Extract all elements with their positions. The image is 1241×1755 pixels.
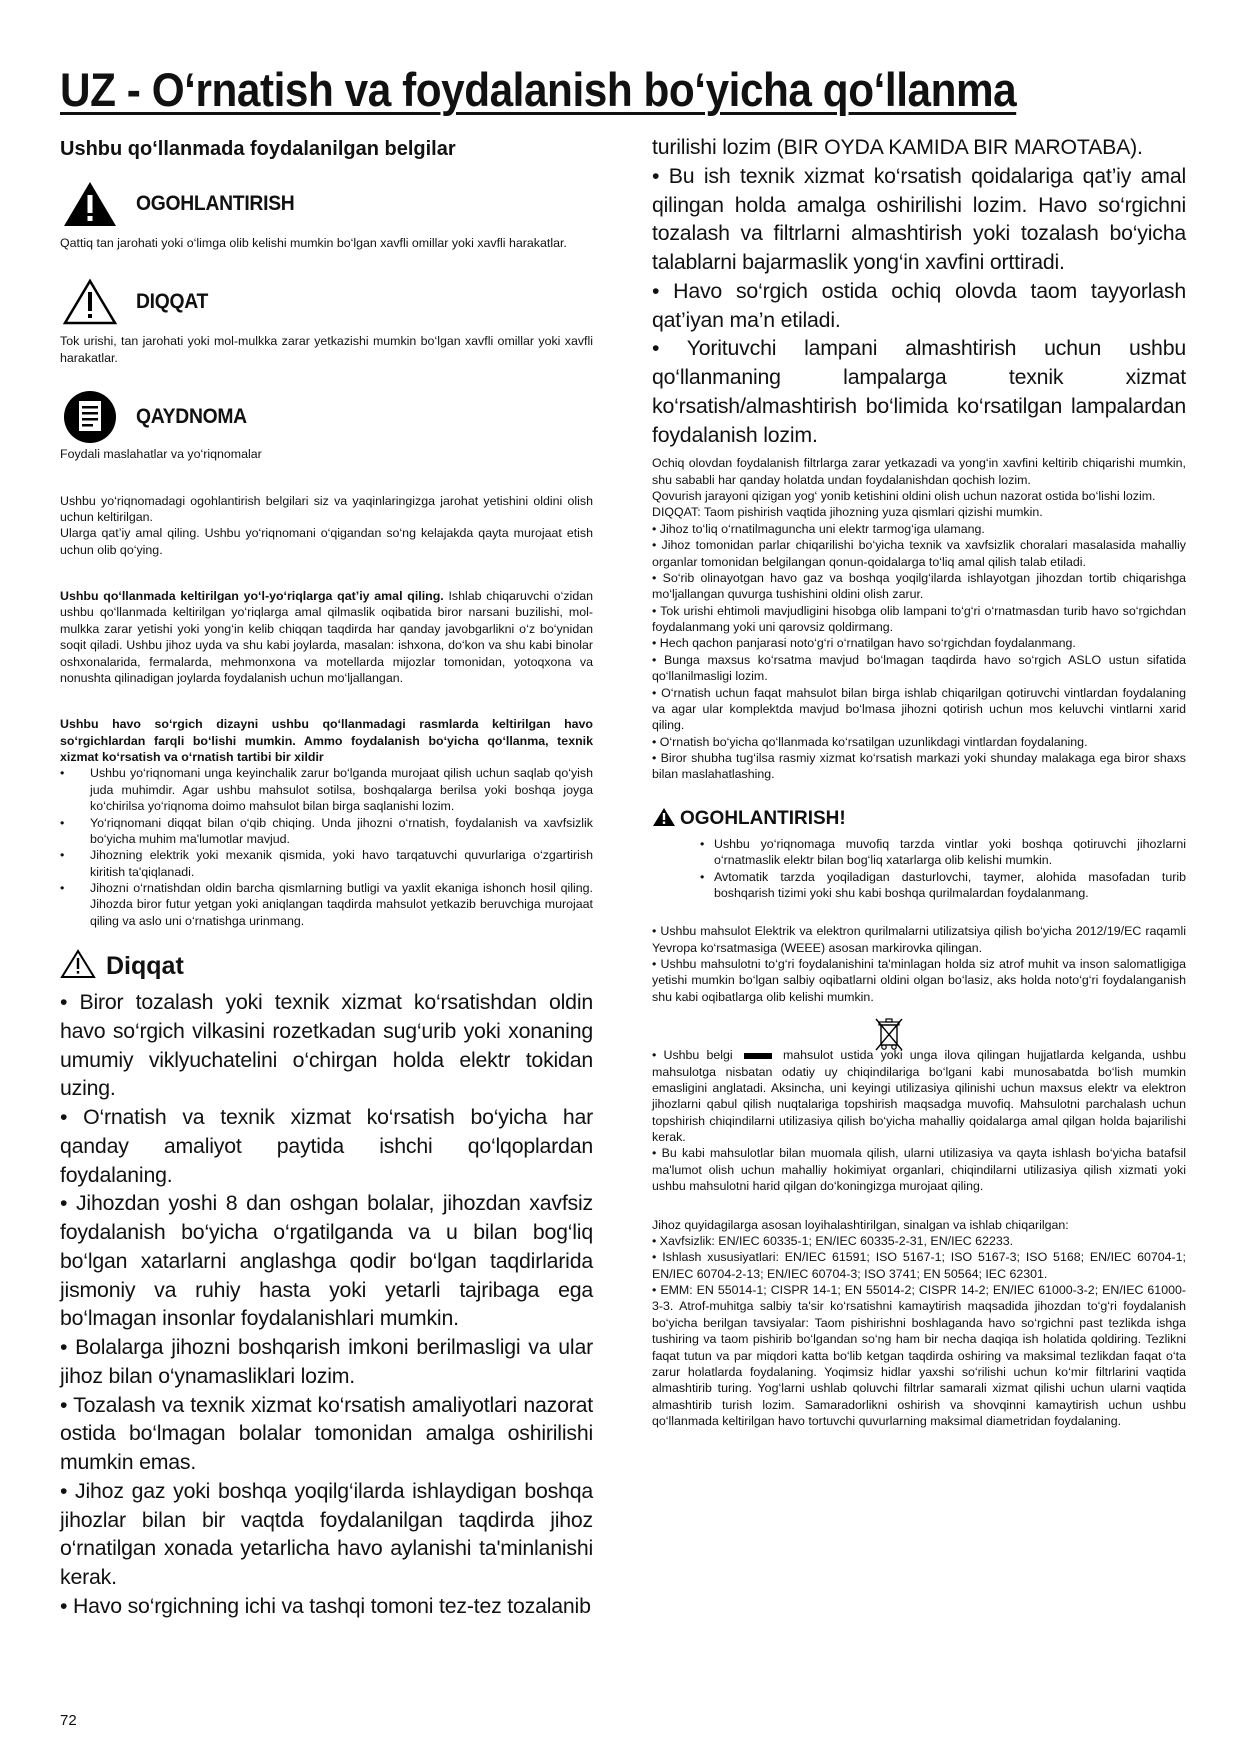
- left-bullet-list: [60, 765, 593, 929]
- symbol-note-paragraph: [652, 1047, 1186, 1145]
- warning-label: OGOHLANTIRISH: [136, 192, 295, 215]
- weee-paragraph: • Ushbu mahsulot Elektrik va elektron qurilmalarni utilizatsiya qilish bo‘yicha 2012/19/EC raqamli Yevropa ko‘rsatmasiga (WEEE) asosan markirovka qilingan.: [652, 924, 1186, 955]
- strict-bold: Ushbu qo‘llanmada keltirilgan yo‘l-yo‘riqlarga qat’iy amal qiling.: [60, 589, 444, 603]
- weee-paragraph: • Ushbu mahsulotni to‘g‘ri foydalanishini ta'minlagan holda siz atrof muhit va inson salomatligiga yetishi mumkin bo‘lgan salbiy oqibatlarni oldini olgan bo‘lasiz, aks holda noto‘g‘ri foydalanganish shu kabi oqibatlarga olib kelishi mumkin.: [652, 957, 1186, 1004]
- diqqat-paragraph: • Jihozdan yoshi 8 dan oshgan bolalar, jihozdan xavfsiz foydalanish bo‘yicha o‘rgatilganda va u bilan bog‘liq bo‘lgan xatarlarni anglashga qodir bo‘lgan taqdirlarida jismoniy va ruhiy hasta yoki yetarli tajribaga ega bo‘lmagan insonlar foydalanishlari mumkin.: [60, 1191, 593, 1331]
- warning-triangle-icon: [60, 179, 120, 229]
- black-bar-icon: [744, 1053, 772, 1059]
- list-item: • Jihozni o‘rnatishdan oldin barcha qismlarning butligi va yaxlit ekaniga ishonch hosil qiling. Jihozda biror futur yetgan yoki aniqlangan taqdirda mahsulot yetkazib beruvchiga murojaat qiling va aslo uni o‘rnatishga urinmang.: [90, 880, 593, 929]
- list-item: • Yo‘riqnomani diqqat bilan o‘qib chiqing. Unda jihozni o‘rnatish, foydalanish va xavfsizlik bo‘yicha muhim ma'lumotlar mavjud.: [90, 815, 593, 848]
- caution-label: DIQQAT: [136, 290, 209, 314]
- right-small-paragraph: Qovurish jarayoni qizigan yog‘ yonib ketishini oldini olish uchun nazorat ostida bo‘lishi lozim.: [652, 489, 1156, 503]
- recycle-paragraph: • Bu kabi mahsulotlar bilan muomala qilish, ularni utilizasiya va qayta ishlash bo‘yicha batafsil ma'lumot olish uchun mahalliy hokimiyat organlari, chiqindilarni utilizasiya qilish xizmati yoki ushbu mahsulotni harid qilgan do‘koningizga murojaat qiling.: [652, 1146, 1186, 1194]
- standards-paragraph: • EMM: EN 55014-1; CISPR 14-1; EN 55014-2; CISPR 14-2; EN/IEC 61000-3-2; EN/IEC 61000-3-3. Atrof-muhitga salbiy ta'sir ko‘rsatishni kamaytirish maqsadida jihozdan to‘g‘ri foydalanish bo‘yicha berilgan tavsiyalar: Taom pishirishni boshlaganda havo so‘rgichni past tezlikda ishga tushiring va taom pishirib bo‘lgandan so‘ng ham bir necha daqiqa ish holatida qoldiring. Tezlikni faqat tutun va par miqdori katta bo‘lib ketgan taqdirda oshiring va maksimal tezlikdan faqat o‘ta zarur holatlarda foydalaning. Yoqimsiz hidlar yaxshi so‘rilishi uchun ko‘mir filtrlarini vaqtida almashtirib turing. Yog‘larni ushlab qoluvchi filtrlar samarali xizmat qilishi uchun ularni vaqtida almashtirib turish lozim. Samaradorlikni oshirish va shovqinni kamaytirish uchun ushbu qo‘llanmada keltirilgan havo tortuvchi quvurlarning maksimal diametridan foydalaning.: [652, 1283, 1186, 1428]
- note-symbol-row: [60, 392, 593, 442]
- list-item: • Avtomatik tarzda yoqiladigan dasturlovchi, taymer, alohida masofadan turib boshqarish tizimi yoki shu kabi boshqa qurilmalardan foydalanmang.: [714, 869, 1186, 902]
- strict-text: Ishlab chiqaruvchi o‘zidan ushbu qo‘llanmada keltirilgan yo‘riqlarga amal qilmaslik oqibatida biror narsani buzilishi, mol-mulkka zarar yetishi yoki yong‘in kelib chiqqan taqdirda har qanday javobgarlikni o‘z bo‘ynidan soqit qiladi. Ushbu jihoz uyda va shu kabi joylarda, masalan: ishxona, do‘kon va shu kabi binolar oshxonalarida, fermalarda, mehmonxona va motellarda mijozlar tomonidan, yotoqxona va nonushta qilinadigan joylarda foydalanish uchun mo‘ljallangan.: [60, 589, 593, 685]
- right-small-paragraph: • Jihoz to‘liq o‘rnatilmaguncha uni elektr tarmog‘iga ulamang.: [652, 521, 985, 536]
- caution-text: Tok urishi, tan jarohati yoki mol-mulkka zarar yetkazishi mumkin bo‘lgan xavfli omillar yoki xavfli harakatlar.: [60, 334, 593, 365]
- right-big-paragraph: • Bu ish texnik xizmat ko‘rsatish qoidalariga qat’iy amal qilingan holda amalga oshirilishi lozim. Havo so‘rgichni tozalash va filtrlarni almashtirish yoki tozalash bo‘yicha talablarni bajarmaslik yong‘in xavfini orttiradi.: [652, 163, 1186, 274]
- diqqat-paragraph: • Bolalarga jihozni boshqarish imkoni berilmasligi va ular jihoz bilan o‘ynamasliklari lozim.: [60, 1335, 593, 1388]
- warning-symbol-row: [60, 179, 593, 229]
- caution-symbol-row: [60, 277, 593, 327]
- diqqat-paragraph: • O‘rnatish va texnik xizmat ko‘rsatish bo‘yicha har qanday amaliyot paytida ishchi qo‘lqoplardan foydalaning.: [60, 1105, 593, 1187]
- left-column: [60, 138, 593, 1621]
- note-document-icon: [60, 392, 120, 442]
- right-column: [652, 133, 1186, 1429]
- right-small-paragraph: • Biror shubha tug‘ilsa rasmiy xizmat ko‘rsatish markazi yoki shunday malakaga ega biror shaxs bilan maslahatlashing.: [652, 751, 1186, 782]
- page-number: 72: [60, 1712, 77, 1729]
- right-small-paragraph: Ochiq olovdan foydalanish filtrlarga zarar yetkazadi va yong‘in xavfini keltirib chiqarishi mumkin, shu sababli har qanday holatda undan foydalanishdan qochish lozim.: [652, 456, 1186, 487]
- symbols-heading: Ushbu qo‘llanmada foydalanilgan belgilar: [60, 138, 456, 160]
- diqqat-label: Diqqat: [106, 952, 184, 981]
- symbol-note-post: mahsulot ustida yoki unga ilova qilingan hujjatlarda kelganda, ushbu mahsulotga nisbatan odatiy uy chiqindilariga bo‘lgani kabi munosabatda bo‘lish mumkin emasligini anglatadi. Aksincha, uni keyingi utilizasiya qilinishi uchun maxsus elektr va elektron jihozlarni qabul qilish nuqtalariga topshirish maqsadga muvofiq. Mahsulotni parchalash uchun topshirish chiqindilarni utilizasiya qilish bo‘yicha mahalliy qoidalarga amal qilgan holda bajarilishi kerak.: [652, 1048, 1186, 1144]
- right-small-paragraph: DIQQAT: Taom pishirish vaqtida jihozning yuza qismlari qizishi mumkin.: [652, 505, 1043, 520]
- diqqat-paragraph: • Biror tozalash yoki texnik xizmat ko‘rsatishdan oldin havo so‘rgich vilkasini rozetkadan sug‘urib yoki xonaning umumiy viklyuchatelini o‘chirgan holda elektr tokidan uzing.: [60, 990, 593, 1101]
- right-small-paragraph: • Bunga maxsus ko‘rsatma mavjud bo‘lmagan taqdirda havo so‘rgich ASLO ustun sifatida qo‘llanilmasligi lozim.: [652, 652, 1186, 684]
- right-big-paragraph: turilishi lozim (BIR OYDA KAMIDA BIR MAROTABA).: [652, 135, 1143, 159]
- right-big-paragraph: • Yorituvchi lampani almashtirish uchun ushbu qo‘llanmaning lampalarga texnik xizmat ko‘rsatish/almashtirish bo‘limida ko‘rsatilgan lampalardan foydalanish lozim.: [652, 336, 1186, 447]
- right-small-paragraph: • O‘rnatish uchun faqat mahsulot bilan birga ishlab chiqarilgan qotiruvchi vintlardan foydalaning va agar ular komplektda mavjud bo‘lmasa jihozni qotirish uchun mos keluvchi vintlarni xarid qiling.: [652, 685, 1186, 733]
- list-item: • Jihozning elektrik yoki mexanik qismida, yoki havo tarqatuvchi quvurlariga o‘zgartirish kiritish ta'qiqlanadi.: [90, 847, 593, 880]
- right-small-paragraph: • Hech qachon panjarasi noto‘g‘ri o‘rnatilgan havo so‘rgichdan foydalanmang.: [652, 636, 1076, 651]
- right-big-paragraph: • Havo so‘rgich ostida ochiq olovda taom tayyorlash qat’iyan ma’n etiladi.: [652, 278, 1186, 332]
- symbol-note-pre: • Ushbu belgi: [652, 1048, 733, 1063]
- warning-text: Qattiq tan jarohati yoki o‘limga olib kelishi mumkin bo‘lgan xavfli omillar yoki xavfli harakatlar.: [60, 236, 567, 250]
- right-small-paragraph: • O‘rnatish bo‘yicha qo‘llanmada ko‘rsatilgan uzunlikdagi vintlardan foydalaning.: [652, 734, 1088, 749]
- strict-paragraph: [60, 588, 593, 686]
- list-item: • Ushbu yo‘riqnomaga muvofiq tarzda vintlar yoki boshqa qotiruvchi jihozlarni o‘rnatmaslik elektr bilan bog‘liq xatarlarga olib kelishi mumkin.: [714, 836, 1186, 869]
- caution-triangle-icon: [60, 949, 96, 984]
- standards-paragraph: Jihoz quyidagilarga asosan loyihalashtirilgan, sinalgan va ishlab chiqarilgan:: [652, 1217, 1069, 1232]
- right-small-paragraph: • So‘rib olinayotgan havo gaz va boshqa yoqilg‘ilarda ishlayotgan jihozdan tortib chiqarishga mo‘ljallangan quvurga tushishini oldini olish zarur.: [652, 570, 1186, 602]
- list-item: • Ushbu yo‘riqnomani unga keyinchalik zarur bo‘lganda murojaat qilish uchun saqlab qo‘yish juda muhimdir. Agar ushbu mahsulot sotilsa, boshqalarga berilsa yoki boshqa joyga ko‘chirilsa yo‘riqnoma doimo mahsulot bilan birga saqlanishi lozim.: [90, 765, 593, 814]
- diqqat-paragraph: • Havo so‘rgichning ichi va tashqi tomoni tez-tez tozalanib: [60, 1593, 591, 1618]
- diqqat-paragraph: • Tozalash va texnik xizmat ko‘rsatish amaliyotlari nazorat ostida bo‘lmagan bolalar tomonidan amalga oshirilishi mumkin emas.: [60, 1392, 593, 1475]
- design-note: Ushbu havo so‘rgich dizayni ushbu qo‘llanmadagi rasmlarda keltirilgan havo so‘rgichlardan farqli bo‘lishi mumkin. Ammo foydalanish bo‘yicha qo‘llanma, texnik xizmat ko‘rsatish va o‘rnatish tartibi bir xildir: [60, 717, 593, 764]
- diqqat-heading: [60, 949, 593, 984]
- warning2-label: OGOHLANTIRISH!: [680, 808, 846, 830]
- intro-paragraph: Ushbu yo‘riqnomadagi ogohlantirish belgilari siz va yaqinlaringizga jarohat yetishini oldini olish uchun keltirilgan.: [60, 493, 593, 524]
- caution-triangle-icon: [60, 277, 120, 327]
- right-small-paragraph: • Jihoz tomonidan parlar chiqarilishi bo‘yicha texnik va xavfsizlik choralari masalasida mahalliy organlar tomonidan belgilangan qonun-qoidalarga to‘liq amal qilish talab etiladi.: [652, 538, 1186, 569]
- page-title: UZ - O‘rnatish va foydalanish bo‘yicha qo‘llanma: [60, 63, 1017, 116]
- warning-triangle-icon: [652, 807, 676, 832]
- standards-paragraph: • Xavfsizlik: EN/IEC 60335-1; EN/IEC 60335-2-31, EN/IEC 62233.: [652, 1233, 1014, 1248]
- warning2-heading: [652, 807, 1186, 832]
- warning2-list: [700, 836, 1186, 902]
- right-small-paragraph: • Tok urishi ehtimoli mavjudligini hisobga olib lampani to‘g‘ri o‘rnatmasdan turib havo so‘rgichdan foydalanmang yoki uni qarovsiz qoldirmang.: [652, 603, 1186, 634]
- intro-paragraph: Ularga qat’iy amal qiling. Ushbu yo‘riqnomani o‘qigandan so‘ng kelajakda qayta murojaat etish uchun olib qo‘ying.: [60, 526, 593, 557]
- diqqat-paragraph: • Jihoz gaz yoki boshqa yoqilg‘ilarda ishlaydigan boshqa jihozlar bilan bir vaqtda foydalanilgan taqdirda jihoz o‘rnatilgan xonada yetarlicha havo aylanishi ta'minlanishi kerak.: [60, 1478, 593, 1590]
- standards-paragraph: • Ishlash xususiyatlari: EN/IEC 61591; ISO 5167-1; ISO 5167-3; ISO 5168; EN/IEC 60704-1; EN/IEC 60704-2-13; EN/IEC 60704-3; ISO 3741; EN 50564; IEC 62301.: [652, 1250, 1186, 1281]
- note-label: QAYDNOMA: [136, 405, 247, 429]
- note-text: Foydali maslahatlar va yo‘riqnomalar: [60, 447, 262, 462]
